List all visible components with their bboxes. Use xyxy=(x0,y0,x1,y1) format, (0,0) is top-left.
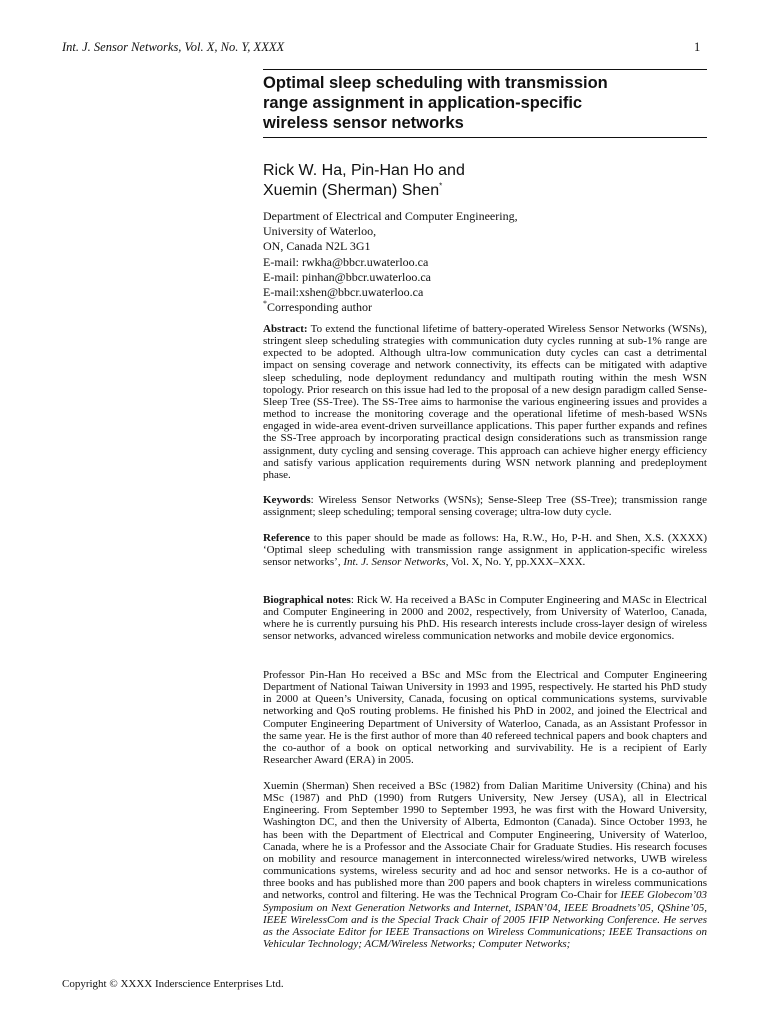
bio-ha xyxy=(263,594,707,643)
bio-label: Biographical notes xyxy=(263,594,351,606)
bio-ha-text: : Rick W. Ha received a BASc in Computer Engineering and MASc in Electrical and Computer Engineering in 2000 and 2002, respectively, from University of Waterloo, Canada, where he is currently pursuing his PhD. His research interests include cross-layer design of wireless sensor networks, advanced wireless communication networks and mobile device ergonomics. xyxy=(263,594,707,643)
keywords xyxy=(263,494,707,518)
copyright-footer: Copyright © XXXX Inderscience Enterprises Ltd. xyxy=(62,978,284,990)
corresponding-mark: * xyxy=(439,181,443,191)
bio-shen-text: Xuemin (Sherman) Shen received a BSc (1982) from Dalian Maritime University (China) and his MSc (1987) and PhD (1990) from Rutgers University, New Jersey (USA), all in Electrical Engineering. From September 1990 to September 1993, he was first with the Howard University, Washington DC, and then the University of Alberta, Edmonton (Canada). Since October 1993, he has been with the Department of Electrical and Computer Engineering, University of Waterloo, Canada, where he is a Professor and the Associate Chair for Graduate Studies. His research focuses on mobility and resource management in interconnected wireless/wired networks, UWB wireless communications systems, wireless security and ad hoc and sensor networks. He is a co-author of three books and has published more than 200 papers and book chapters in wireless communications and networks, control and filtering. He was the Technical Program Co-Chair for xyxy=(263,780,707,902)
citation-reference xyxy=(263,532,707,568)
bio-ho: Professor Pin-Han Ho received a BSc and MSc from the Electrical and Computer Engineering Department of National Taiwan University in 1993 and 1995, respectively. He started his PhD study in 2000 at Queen’s University, Canada, focusing on optical communications systems, survivable networking and QoS routing problems. He finished his PhD in 2002, and joined the Electrical and Computer Engineering Department of University of Waterloo, Canada, as an Assistant Professor in the same year. He is the first author of more than 40 refereed technical papers and book chapters and the co-author of a book on optical networking and survivability. He is a recipient of Early Researcher Award (ERA) in 2005. xyxy=(263,669,707,767)
department: Department of Electrical and Computer Engineering, xyxy=(263,209,518,223)
abstract-text: To extend the functional lifetime of battery-operated Wireless Sensor Networks (WSNs), stringent sleep scheduling strategies with communication duty cycles running at sub-1% range are expected to be adopted. Although ultra-low communication duty cycles can cast a detrimental impact on sensing coverage and network connectivity, its effects can be mitigated with adaptive sleep scheduling, node deployment redundancy and multipath routing within the mesh WSN topology. Prior research on this issue had led to the proposal of a new design paradigm called Sense-Sleep Tree (SS-Tree). The SS-Tree aims to harmonise the various engineering issues and provides a method to increase the monitoring coverage and the operational lifetime of mesh-based WSNs engaged in wide-area event-driven surveillance applications. This paper further expands and refines the SS-Tree approach by incorporating practical design considerations such as transmission range assignment, duty cycling and sensing coverage. This approach can achieve higher energy efficiency and satisfy various application requirements during WSN network planning and predeployment phase. xyxy=(263,323,707,481)
reference-journal: Int. J. Sensor Networks xyxy=(343,556,446,569)
title-bottom-rule xyxy=(263,137,707,138)
reference-text: to this paper should be made as follows: Ha, R.W., Ho, P-H. and Shen, X.S. (XXXX) ‘Optimal sleep scheduling with transmission range assignment in application-specific wireless sensor networks’, xyxy=(263,532,707,569)
title-line: Optimal sleep scheduling with transmission xyxy=(263,74,608,92)
abstract xyxy=(263,323,707,481)
corresponding-author-note xyxy=(263,300,707,315)
reference-label: Reference xyxy=(263,532,310,544)
bio-shen-text-italic: IEEE Globecom’03 Symposium on Next Generation Networks and Internet, ISPAN’04, IEEE Broadnets’05, QShine’05, IEEE WirelessCom and is the Special Track Chair of 2005 IFIP Networking Conference. He serves as the Associate Editor for IEEE Transactions on Wireless Communications; IEEE Transactions on Vehicular Technology; ACM/Wireless Networks; Computer Networks; xyxy=(263,889,707,951)
email-ho: E-mail: pinhan@bbcr.uwaterloo.ca xyxy=(263,269,431,284)
paper-title xyxy=(263,73,707,133)
reference-text-end: , Vol. X, No. Y, pp.XXX–XXX. xyxy=(445,556,586,569)
postal-address: ON, Canada N2L 3G1 xyxy=(263,239,371,254)
affiliation xyxy=(263,209,707,315)
abstract-label: Abstract: xyxy=(263,323,308,335)
title-line: range assignment in application-specific xyxy=(263,94,583,112)
keywords-label: Keywords xyxy=(263,494,311,506)
keywords-text: : Wireless Sensor Networks (WSNs); Sense-Sleep Tree (SS-Tree); transmission range assignment; sleep scheduling; temporal sensing coverage; ultra-low duty cycle. xyxy=(263,494,707,519)
author-line: Rick W. Ha, Pin-Han Ho and xyxy=(263,162,465,179)
title-line: wireless sensor networks xyxy=(263,114,464,132)
author-list xyxy=(263,161,707,201)
running-header-journal: Int. J. Sensor Networks, Vol. X, No. Y, XXXX xyxy=(62,40,285,54)
university: University of Waterloo, xyxy=(263,224,377,239)
email-ha: E-mail: rwkha@bbcr.uwaterloo.ca xyxy=(263,254,429,269)
email-shen: E-mail:xshen@bbcr.uwaterloo.ca xyxy=(263,285,424,300)
bio-shen xyxy=(263,780,707,950)
author-line xyxy=(263,181,707,201)
page-number: 1 xyxy=(694,40,701,54)
author-name: Xuemin (Sherman) Shen xyxy=(263,182,440,199)
corresponding-mark: * xyxy=(263,299,267,309)
corresponding-author-label: Corresponding author xyxy=(267,300,372,315)
title-top-rule xyxy=(263,69,707,70)
